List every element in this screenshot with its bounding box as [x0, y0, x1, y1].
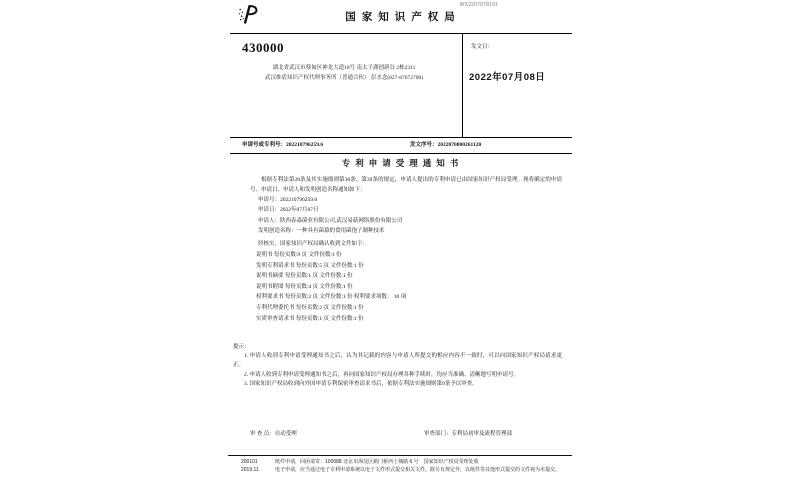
- field-application-date: [258, 205, 566, 215]
- recipient-postcode: 430000: [242, 40, 284, 55]
- intro-paragraph: 根据专利法第28条及其实施细则第38条、第39条的规定，申请人提出的专利申请已由国家知识产权局受理。现将确定的申请号、申请日、申请人和发明创造名称通知如下：: [250, 177, 562, 193]
- examiner-label: 审 查 员：: [250, 431, 275, 437]
- department-label: 审查部门：: [424, 431, 452, 437]
- received-doc-item: 说明书 每份页数:9 页 文件份数:1 份: [256, 252, 342, 258]
- field-label: 申请日：: [258, 207, 281, 214]
- footer-row: [241, 467, 570, 474]
- note-item: 3. 国家知识产权局收到向外国申请专利保密审查请求书后，依据专利法实施细则第9条予以审查。: [244, 380, 478, 387]
- reference-row-top-divider: [230, 137, 572, 138]
- recipient-address-line: 湖北省武汉市蔡甸区神龙大道18号 南太子湖创新谷 2栋2311: [272, 65, 416, 71]
- header-divider: [230, 33, 572, 34]
- application-number-label: 申请号或专利号：: [242, 142, 287, 148]
- department-value: 专利局初审及流程管理部: [451, 431, 513, 437]
- patent-acceptance-notice-page: [228, 0, 572, 500]
- footer-code: 2019.11: [241, 466, 259, 473]
- dispatch-box-divider: [462, 33, 463, 137]
- agency-title: 国家知识产权局: [345, 12, 461, 23]
- field-label: 发明创造名称：: [258, 227, 297, 234]
- received-documents-list: [256, 250, 406, 324]
- application-fields: [258, 195, 566, 236]
- reference-row-bottom-divider: [230, 153, 572, 154]
- dispatch-date-label: 发文日：: [471, 44, 494, 50]
- note-item: 2. 申请人收到专利申请受理通知书之后，再向国家知识产权局办理各种手续时，均应当准确、清晰地写明申请号。: [244, 371, 520, 378]
- application-number-value: 202210796259.6: [286, 142, 324, 148]
- footer-row: [241, 459, 570, 466]
- dispatch-serial-value: 2022070800261120: [437, 142, 482, 148]
- footer-divider: [228, 455, 572, 456]
- field-application-number: [258, 195, 566, 205]
- recipient-address-block: [230, 63, 458, 83]
- field-applicant: [258, 216, 566, 226]
- field-value: 2022年07月07日: [280, 207, 319, 214]
- dispatch-serial: [410, 140, 481, 148]
- field-invention-title: [258, 226, 566, 236]
- notice-title: 专利申请受理通知书: [341, 158, 464, 168]
- received-doc-item: 实质审查请求书 每份页数:1 页 文件份数:1 份: [256, 315, 364, 322]
- department: [424, 429, 512, 437]
- footer-code: 200101: [241, 459, 258, 465]
- footer: [241, 459, 570, 475]
- notes-heading: 提示：: [233, 344, 250, 350]
- dispatch-date-value: 2022年07月08日: [469, 72, 546, 83]
- footer-text: 电子申请，应当通过电子专利申请系统以电子文件形式提交相关文件。除另有规定外，以纸件等其他形式提交的文件视为未提交。: [275, 466, 561, 473]
- examiner-value: 自动受理: [274, 431, 297, 437]
- received-doc-item: 专利代理委托书 每份页数:2 页 文件份数:1 份: [256, 304, 364, 311]
- confirmation-line: 经核实，国家知识产权局确认收到文件如下：: [258, 241, 369, 247]
- received-doc-item: 权利要求书 每份页数:2 页 文件份数:1 份 权利要求项数： 10 项: [256, 294, 407, 301]
- recipient-agent-line: 武汉维盾知识产权代理事务所（普通合伙） 彭水念(027-87672700): [264, 75, 424, 81]
- received-doc-item: 发明专利请求书 每份页数:5 页 文件份数:1 份: [256, 262, 364, 269]
- field-value: 陕西春森菌业有限公司,武汉易菇网络股份有限公司: [280, 217, 403, 224]
- signoff-row: [250, 429, 572, 437]
- footer-text: 纸件申请，回函请寄：100088 北京市海淀区蓟门桥西土城路 6 号 国家知识产权局受理处收: [275, 459, 479, 465]
- note-item: 1. 申请人收到专利申请受理通知书之后，认为其记载的内容与申请人所提交的相应内容不一致时，可以向国家知识产权局请求更正。: [233, 353, 562, 369]
- field-value: 202210796259.6: [280, 197, 318, 203]
- field-value: 一种具有菌幕的食用菌孢子制种技术: [296, 227, 385, 234]
- received-doc-item: 说明书摘要 每份页数:1 页 文件份数:1 份: [256, 273, 353, 280]
- field-label: 申请号：: [258, 197, 281, 203]
- dispatch-serial-label: 发文序号：: [410, 142, 438, 148]
- reference-row: [242, 140, 572, 148]
- received-doc-item: 说明书附图 每份页数:4 页 文件份数:1 份: [256, 283, 353, 290]
- doc-serial-code: WX2207078101: [459, 2, 498, 8]
- notes-section: [233, 343, 562, 389]
- field-label: 申请人：: [258, 217, 281, 224]
